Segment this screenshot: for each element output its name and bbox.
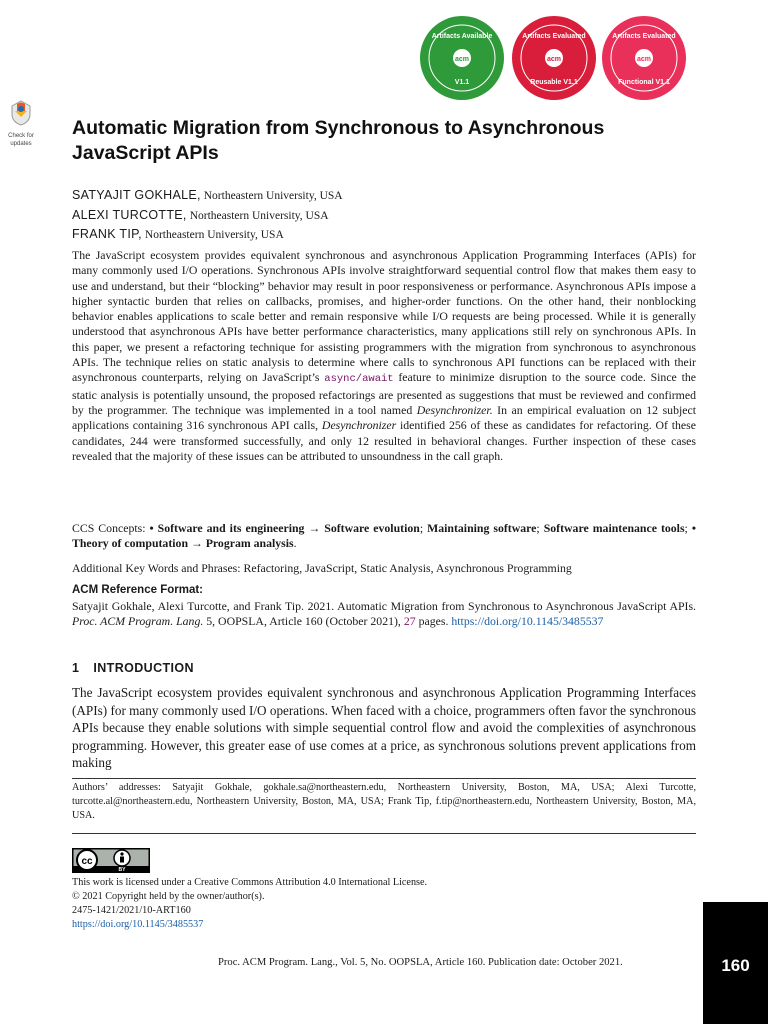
ccs-concepts — [72, 521, 696, 552]
badge2-logo: acm — [546, 56, 562, 63]
artifacts-reusable-badge — [510, 14, 598, 102]
reference-text-1: Satyajit Gokhale, Alexi Turcotte, and Frank Tip. 2021. Automatic Migration from Synchronous to Asynchronous JavaScript APIs. — [72, 599, 696, 613]
author-affiliation: Northeastern University, USA — [203, 190, 343, 202]
abstract-text-3: In an empirical evaluation on 12 subject applications containing 316 synchronous API calls, — [72, 402, 696, 433]
author-affiliation: Northeastern University, USA — [144, 229, 284, 241]
footnote-divider — [72, 778, 696, 779]
check-updates-line1: Check for — [8, 133, 34, 139]
artifacts-available-badge — [418, 14, 506, 102]
keywords: Additional Key Words and Phrases: Refactoring, JavaScript, Static Analysis, Asynchronous Programming — [72, 561, 572, 575]
abstract-code: async/await — [324, 373, 394, 386]
reference-format — [72, 599, 696, 630]
journal-footer: Proc. ACM Program. Lang., Vol. 5, No. OOPSLA, Article 160. Publication date: October 2021. — [218, 957, 623, 968]
check-for-updates[interactable] — [4, 100, 38, 147]
author-2 — [72, 206, 712, 226]
ccs-separator: ; — [684, 521, 692, 535]
reference-doi-link[interactable]: https://doi.org/10.1145/3485537 — [451, 614, 604, 629]
person-icon — [120, 852, 123, 855]
author-name: FRANK TIP, — [72, 227, 142, 241]
license-divider — [72, 833, 696, 834]
badge2-label: Artifacts Evaluated — [522, 33, 586, 40]
ccs-term: • Theory of computation → Program analysis — [72, 521, 696, 551]
author-3 — [72, 225, 712, 245]
doi-link[interactable]: https://doi.org/10.1145/3485537 — [72, 919, 204, 930]
section-title: INTRODUCTION — [93, 661, 194, 675]
title-line-2: JavaScript APIs — [72, 142, 219, 164]
author-affiliation: Northeastern University, USA — [189, 209, 329, 222]
author-1 — [72, 186, 712, 206]
abstract-tool-name: Desynchronizer — [321, 418, 397, 433]
title-line-1: Automatic Migration from Synchronous to Asynchronous — [72, 117, 605, 139]
abstract-text-2: feature to minimize disruption to the source code. Since the static analysis is potentially unsound, the proposed refactorings are presented as suggestions that must be reviewed and confirmed by the programmer. The technique was implemented in a tool named — [72, 370, 696, 417]
license-line: This work is licensed under a Creative Commons Attribution 4.0 International License. — [72, 877, 428, 888]
badge2-sublabel: Reusable V1.1 — [530, 79, 578, 86]
intro-paragraph: The JavaScript ecosystem provides equivalent synchronous and asynchronous Application Programming Interfaces (APIs) for many commonly used I/O operations. When faced with a choice, programmers often favor the synchronous APIs because they enable solutions with simple sequential control flow and avoid the complexities of asynchronous programming. However, this greater ease of use comes at a price, as synchronous solutions prevent applications from making — [72, 685, 696, 771]
section-number: 1 — [72, 661, 80, 675]
section-heading — [72, 661, 194, 675]
copyright-line: © 2021 Copyright held by the owner/author(s). — [72, 891, 265, 902]
cc-icon: cc — [81, 856, 93, 867]
reference-text-2: 5, OOPSLA, Article 160 (October 2021), — [203, 614, 404, 629]
badge1-label: Artifacts Available — [431, 33, 493, 40]
authors-addresses-footnote: Authors’ addresses: Satyajit Gokhale, gokhale.sa@northeastern.edu, Northeastern University, Boston, MA, USA; Alexi Turcotte, turcotte.al@northeastern.edu, Northeastern University, Boston, MA, USA; Frank Tip, f.tip@northeastern.edu, Northeastern University, Boston, MA, USA. — [72, 782, 696, 821]
license-info — [72, 876, 696, 932]
paper-title — [72, 116, 712, 166]
page-number: 160 — [721, 956, 750, 975]
issn-line: 2475-1421/2021/10-ART160 — [72, 905, 191, 916]
check-updates-line2: updates — [10, 141, 32, 147]
ccs-separator: ; — [536, 521, 544, 535]
ccs-end: . — [293, 536, 297, 551]
ccs-term: • Software and its engineering → Software evolution — [149, 521, 420, 535]
cc-by-label: BY — [118, 867, 126, 873]
abstract-text-4: identified 256 of these as candidates for refactoring. Of these candidates, 244 were transformed successfully, and only 12 resulted in behavioral changes. Further inspection of these cases revealed that the majority of these issues can be attributed to unsoundness in the call graph. — [72, 418, 696, 463]
abstract-tool-name: Desynchronizer. — [416, 402, 493, 417]
ccs-label: CCS Concepts: — [72, 521, 150, 535]
badge3-label: Artifacts Evaluated — [612, 33, 676, 40]
abstract — [72, 248, 696, 464]
reference-text-3: pages. — [415, 614, 452, 629]
check-updates-icon — [10, 100, 32, 126]
ccs-term: Maintaining software — [427, 521, 537, 535]
ccs-term: Software maintenance tools — [543, 521, 685, 535]
abstract-text-1: The JavaScript ecosystem provides equivalent synchronous and asynchronous Application Programming Interfaces (APIs) for many commonly used I/O operations. Synchronous APIs involve straightforward sequential control flow that makes them easy to use and understand, but their “blocking” behavior may result in poor responsiveness or performance. Asynchronous APIs impose a higher syntactic burden that relies on callbacks, promises, and higher-order functions. On the other hand, their nonblocking behavior enables applications to scale better and remain responsive while I/O requests are being processed. While it is generally understood that asynchronous APIs have better performance characteristics, many applications still rely on synchronous APIs. In this paper, we present a refactoring technique for assisting programmers with the migration from synchronous to asynchronous APIs. The technique relies on static analysis to determine where calls to synchronous API functions can be replaced with their asynchronous counterparts, relying on JavaScript’s — [72, 248, 696, 385]
badge1-logo: acm — [454, 56, 470, 63]
author-name: SATYAJIT GOKHALE, — [72, 188, 201, 202]
reference-venue: Proc. ACM Program. Lang. — [72, 614, 204, 629]
ccs-separator: ; — [419, 521, 428, 535]
badge1-version: V1.1 — [454, 79, 470, 86]
badge3-sublabel: Functional V1.1 — [618, 79, 670, 86]
artifacts-functional-badge — [600, 14, 688, 102]
author-list — [72, 186, 712, 245]
author-name: ALEXI TURCOTTE, — [72, 207, 187, 222]
reference-pages-link[interactable]: 27 — [403, 614, 416, 629]
cc-by-license-badge[interactable] — [72, 848, 150, 873]
badge3-logo: acm — [636, 56, 652, 63]
reference-heading: ACM Reference Format: — [72, 584, 203, 596]
